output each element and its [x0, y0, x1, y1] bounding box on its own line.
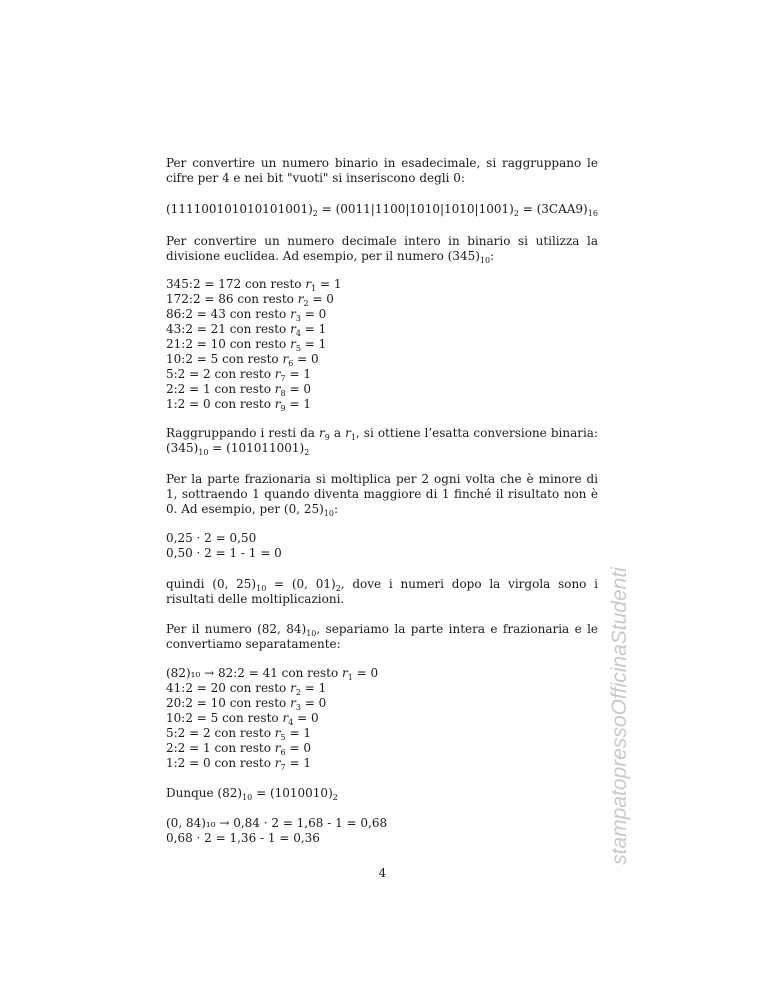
step-line: 21:2 = 10 con resto $r_5 = 1$ [166, 337, 327, 353]
watermark [604, 560, 636, 872]
number-001: (0, 01) [291, 577, 336, 591]
step-line: 172:2 = 86 con resto $r_2 = 0$ [166, 292, 334, 308]
step-line: (0, 84)₁₀ → 0,84 · 2 = 1,68 - 1 = 0,68 [166, 816, 388, 830]
binary-result: (101011001) [226, 441, 305, 455]
paragraph-fraction-result: quindi (0, $25)_{10} = (0$, $01)_2$, dove i numeri dopo la virgola sono i risultati delle moltiplicazioni. [166, 577, 598, 606]
paragraph-text: Dunque [166, 786, 214, 800]
paragraph-decimal-to-binary: Per convertire un numero decimale intero in binario si utilizza la divisione euclidea. Ad esempio, per il numero $(345)_{10}$: [166, 234, 598, 265]
watermark-text: stampatopressoOfficinaStudenti [608, 567, 631, 865]
paragraph-text: , separiamo la parte intera e frazionaria e le convertiamo separatamente: [166, 622, 599, 651]
page-number: 4 [378, 866, 387, 880]
step-line: 5:2 = 2 con resto $r_5 = 1$ [166, 726, 311, 742]
step-line: 1:2 = 0 con resto $r_7 = 1$ [166, 756, 311, 772]
step-line: 5:2 = 2 con resto $r_7 = 1$ [166, 367, 311, 383]
paragraph-text: quindi [166, 577, 205, 591]
number-8284: (82, 84) [257, 622, 307, 636]
number-82: (82) [217, 786, 243, 800]
step-line: 41:2 = 20 con resto $r_2 = 1$ [166, 681, 327, 697]
binary-result: (1010010) [269, 786, 333, 800]
step-line: 10:2 = 5 con resto $r_6 = 0$ [166, 352, 319, 368]
step-line: 2:2 = 1 con resto $r_8 = 0$ [166, 382, 311, 398]
step-line: 1:2 = 0 con resto $r_9 = 1$ [166, 397, 311, 413]
step-line: (82)₁₀ → 82:2 = 41 con resto $r_1 = 0$ [166, 666, 379, 682]
step-line: 0,68 · 2 = 1,36 - 1 = 0,36 [166, 831, 320, 845]
base-2: 2 [312, 209, 318, 218]
base-2: 2 [513, 209, 519, 218]
paragraph-text: Per il numero [166, 622, 252, 636]
paragraph-text: Per convertire un numero decimale intero in binario si utilizza la divisione euclidea. Ad esempio, per il numero [166, 234, 598, 263]
number-025: (0, 25) [212, 577, 257, 591]
number-025: (0, 25) [283, 502, 324, 516]
grouped-value: (0011|1100|1010|1010|1001) [335, 202, 514, 216]
number-345: (345) [447, 249, 480, 263]
paragraph-result-82: Dunque $(82)_{10} = (1010010)_2$ [166, 786, 338, 802]
number-345: (345) [166, 441, 199, 455]
step-line: 43:2 = 21 con resto $r_4 = 1$ [166, 322, 327, 338]
paragraph-fractional-part: Per la parte frazionaria si moltiplica per 2 ogni volta che è minore di 1, sottraendo 1 quando diventa maggiore di 1 finché il risultato non è 0. Ad esempio, per (0, $25)_{10}$: [166, 472, 598, 518]
paragraph-text: Per convertire un numero binario in esadecimale, si raggruppano le cifre per 4 e nei bit "vuoti" si inseriscono degli 0: [166, 156, 598, 185]
step-line: 0,50 · 2 = 1 - 1 = 0 [166, 546, 282, 560]
paragraph-text: Per la parte frazionaria si moltiplica per 2 ogni volta che è minore di 1, sottraendo 1 quando diventa maggiore di 1 finché il risultato non è 0. Ad esempio, per [166, 472, 598, 516]
binary-value: (111100101010101001) [166, 202, 313, 216]
paragraph-text: , dove i numeri dopo la virgola sono i risultati delle moltiplicazioni. [166, 577, 598, 606]
step-line: 20:2 = 10 con resto $r_3 = 0$ [166, 696, 327, 712]
base-10: 10 [479, 256, 491, 265]
step-line: 86:2 = 43 con resto $r_3 = 0$ [166, 307, 327, 323]
base-16: 16 [587, 209, 598, 218]
step-line: 0,25 · 2 = 0,50 [166, 531, 257, 545]
formula-hex-conversion: $(111100101010101001)_2 = (0011|1100|1010|1010|1001)_2 = (3CAA9)_{16}$ [166, 202, 598, 218]
paragraph-grouping-remainders: Raggruppando i resti da $r_9$ a $r_1$, si ottiene l’esatta conversione binaria: $(345)_{10} = (101011001)_2$ [166, 426, 598, 457]
paragraph-mixed-number: Per il numero (82, $84)_{10}$, separiamo la parte intera e frazionaria e le convertiamo separatamente: [166, 622, 599, 651]
step-line: 2:2 = 1 con resto $r_6 = 0$ [166, 741, 311, 757]
paragraph-binary-to-hex [166, 156, 598, 186]
hex-value: (3CAA9) [536, 202, 588, 216]
step-line: 10:2 = 5 con resto $r_4 = 0$ [166, 711, 319, 727]
step-line: 345:2 = 172 con resto $r_1 = 1$ [166, 277, 342, 293]
paragraph-text: Raggruppando i resti da [166, 426, 315, 440]
